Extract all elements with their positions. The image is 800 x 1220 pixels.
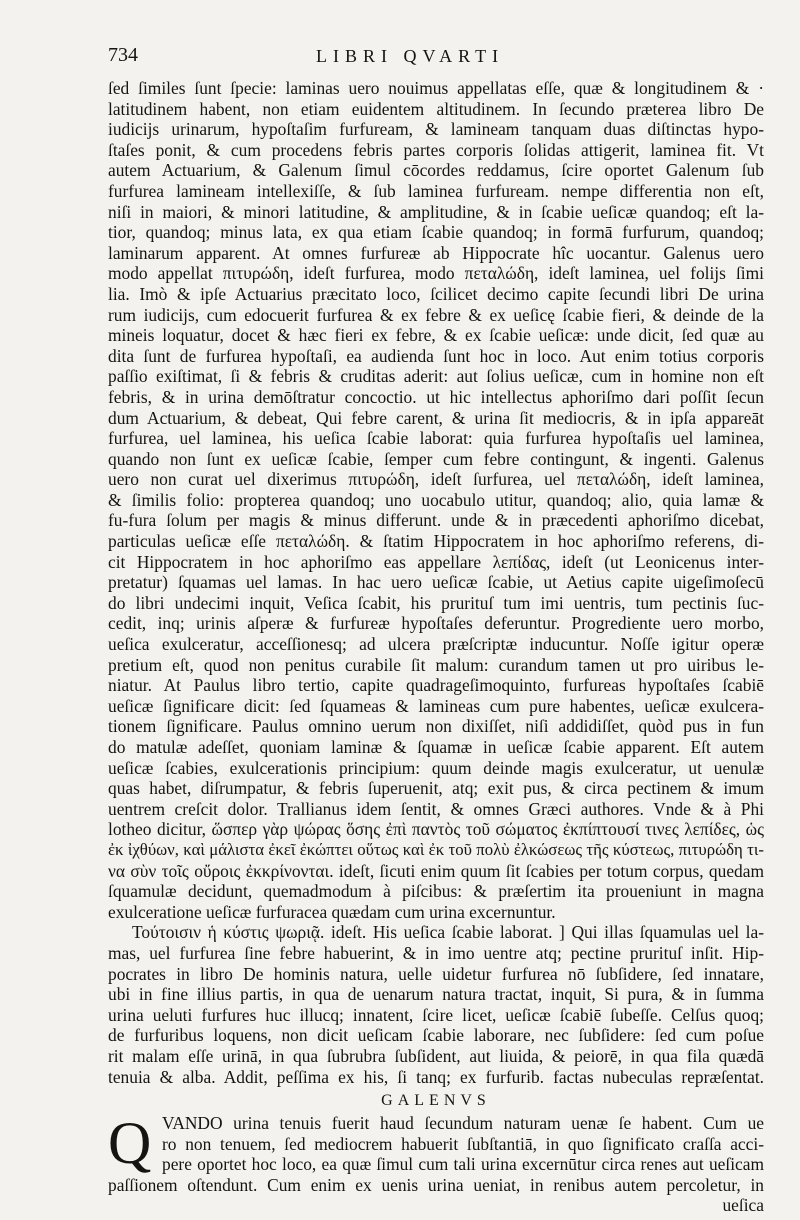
- lemma-paragraph: [108, 922, 764, 1087]
- text-line: modo appellat πιτυρώδη, ideſt furfurea, modo πεταλώδη, ideſt laminea, uel folijs ſimi: [108, 263, 764, 284]
- page-number: 734: [108, 44, 138, 66]
- text-line: particulas ueſicæ eſſe πεταλώδη. & ſtatim Hippocratem in hoc aphoriſmo referens, di-: [108, 531, 764, 552]
- text-line: pere oportet hoc loco, ea quæ ſimul cum tali urina excernūtur circa renes aut ueſicam: [162, 1154, 764, 1175]
- text-line: tionem ſignificare. Paulus omnino uerum non dixiſſet, niſi addidiſſet, quòd pus in fun: [108, 716, 764, 737]
- text-line: de furfuribus loquens, non dicit ueſicam ſcabie laborare, nec ſubſidere: ſed cum poſue: [108, 1025, 764, 1046]
- text-line: ueſicæ ſignificare dicit: ſed ſquameas & lamineas cum pure habentes, ueſicæ exulcera-: [108, 695, 764, 716]
- text-line: quando non ſunt ex ueſicæ ſcabie, ſemper cum febre contingunt, & ingenti. Galenus: [108, 448, 764, 469]
- text-line: ſquamulæ decidunt, quemadmodum à piſcibus: & præſertim ita proueniunt in magna: [108, 881, 764, 902]
- text-line: pretium eſt, quod non penitus curabile ſit malum: curandum tamen ut pro uiribus le-: [108, 654, 764, 675]
- text-line: pocrates in libro De hominis natura, uelle uidetur furfurea nō ſubſidere, ſed innatare,: [108, 963, 764, 984]
- text-line: dita ſunt de furfurea hypoſtaſi, ea audienda ſunt hoc in loco. Aut enim totius corporis: [108, 345, 764, 366]
- text-line: tior, quandoq; minus lata, ex qua etiam ſcabie quandoq; in formā furfurum, quandoq;: [108, 222, 764, 243]
- text-line: Τούτοισιν ἡ κύστις ψωριᾷ. ideſt. His ueſica ſcabie laborat. ] Qui illas ſquamulas uel la-: [132, 922, 764, 943]
- text-line: niſi in maiori, & minori latitudine, & amplitudine, & in ſcabie ueſicæ quandoq; eſt la-: [108, 201, 764, 222]
- running-head: LIBRI QVARTI: [316, 46, 505, 66]
- text-line: iudicijs urinarum, hypoſtaſim furfuream, & lamineam tanquam duas diſtinctas hypo-: [108, 119, 764, 140]
- text-line: exulceratione ueſicæ furfuracea quædam cum urina excernuntur.: [108, 901, 556, 922]
- text-line: να σὺν τοῖς οὔροις ἐκκρίνονται. ideſt, ſicuti enim quum ſit ſcabies per totum corpus, quedam: [108, 860, 764, 881]
- text-line: rum iudicijs, cum edocuerit furfurea & ex febre & ex ueſicę ſcabie fieri, & deinde de la: [108, 304, 764, 325]
- text-line: do libri undecimi inquit, Veſica ſcabit, his prurituſ tum imi uentris, tum pectinis ſuc-: [108, 592, 764, 613]
- text-line: paſſionem oſtendunt. Cum enim ex uenis urina ueniat, in renibus autem percoletur, in: [108, 1174, 764, 1195]
- text-line: rit malam eſſe urinā, in qua ſubrubra ſubſident, aut liuida, & peiorē, in qua fila quædā: [108, 1045, 764, 1066]
- text-line: urina ueluti furfures huc illucq; innatent, ſcire licet, ueſicæ ſcabiē ſubeſſe. Celſus quoq;: [108, 1004, 764, 1025]
- page-header: [108, 44, 764, 78]
- text-line: furfurea lamineam intellexiſſe, & ſub laminea furfuream. nempe differentia non eſt,: [108, 180, 764, 201]
- text-line: febris, & in urina demōſtratur concoctio. ut hic intellectus aphoriſmo dari poſſit ſecun: [108, 386, 764, 407]
- text-line: ueſica exulceratur, acceſſionesq; ad ulcera præſcriptæ inducuntur. Noſſe igitur operæ: [108, 634, 764, 655]
- catchword: ueſica: [722, 1195, 764, 1216]
- text-line: ubi in fine illius partis, in qua de uenarum natura tractat, inquit, Si pura, & in ſumma: [108, 984, 764, 1005]
- text-line: laminarum apparent. At omnes furfureæ ab Hippocrate hîc uocantur. Galenus uero: [108, 242, 764, 263]
- text-line: VANDO urina tenuis fuerit haud ſecundum naturam uenæ ſe habent. Cum ue: [162, 1113, 764, 1134]
- text-line: cit Hippocratem in hoc aphoriſmo eas appellare λεπίδας, ideſt (ut Leonicenus inter-: [108, 551, 764, 572]
- text-line: dum Actuarium, & debeat, Qui febre carent, & urina ſit mediocris, & in ipſa appareāt: [108, 407, 764, 428]
- text-line: mas, uel furfurea ſine febre habuerint, & in imo uentre atq; pectine prurituſ inſit. Hip-: [108, 942, 764, 963]
- text-line: autem Actuarium, & Galenum ſimul cōcordes reddamus, ſcire oportet Galenum ſub: [108, 160, 764, 181]
- text-line: niatur. At Paulus libro tertio, capite quadrageſimoquinto, furfureas hypoſtaſes ſcabiē: [108, 675, 764, 696]
- text-line: & ſimilis folio: propterea quandoq; uno uocabulo utitur, quandoq; alio, quia lamæ &: [108, 489, 764, 510]
- text-line: do matulæ adeſſet, quoniam laminæ & ſquamæ in ueſicæ ſcabie apparent. Eſt autem: [108, 737, 764, 757]
- text-line: ſed ſimiles ſunt ſpecie: laminas uero nouimus appellatas eſſe, quæ & longitudinem & ·: [108, 78, 764, 98]
- text-line: lia. Imò & ipſe Actuarius præcitato loco, ſcilicet decimo capite ſecundi libri De urina: [108, 283, 764, 304]
- text-line: mineis loquatur, docet & hæc fieri ex febre, & ex ſcabie ueſicæ: unde dicit, ſed quæ au: [108, 325, 764, 346]
- text-line: fu-fura ſolum per magis & minus differunt. unde & in præcedenti aphoriſmo dicebat,: [108, 510, 764, 531]
- text-line: pretatur) ſquamas uel lamas. In hac uero ueſicæ ſcabie, ut Aetius capite uigeſimoſecū: [108, 572, 764, 593]
- text-line: tenuia & alba. Addit, peſſima ex his, ſi tanq; ex furfurib. factas nubeculas repræſentat.: [108, 1066, 764, 1087]
- text-line: ueſicæ ſcabies, exulcerationis principium: quum deinde magis exulceratur, ut uenulæ: [108, 757, 764, 778]
- text-line: ſtaſes ponit, & cum procedens febris partes corporis ſolidas attigerit, laminea fit. Vt: [108, 139, 764, 160]
- text-line: uero non curat uel dixerimus πιτυρώδη, ideſt ſurfurea, uel πεταλώδη, ideſt laminea,: [108, 469, 764, 490]
- text-line: latitudinem habent, non etiam euidentem altitudinem. In ſecundo præterea libro De: [108, 98, 764, 119]
- text-line: quas habet, diſrumpatur, & febris ſuperuenit, atq; exit pus, & circa pectinem & imum: [108, 778, 764, 799]
- galen-paragraph: [108, 1110, 764, 1216]
- drop-cap-initial: Q: [108, 1110, 152, 1177]
- text-line: ro non tenuem, ſed mediocrem habuerit ſubſtantiā, in quo ſignificato craſſa acci-: [162, 1133, 764, 1154]
- section-heading: GALENVS: [381, 1092, 491, 1110]
- text-line: ἐκ ἰχθύων, καὶ μάλιστα ἐκεῖ ἐκώπτει οὕτως καὶ ἐκ τοῦ πολὺ ἐλκώσεως τῆς κύστεως, πιτυρώδη τι-: [108, 839, 764, 859]
- text-line: furfurea, uel laminea, his ueſica ſcabie laborat: quia furfurea hypoſtaſis uel laminea,: [108, 428, 764, 449]
- text-line: cedit, inq; urinis aſperæ & furfureæ hypoſtaſes deferuntur. Progrediente uero morbo,: [108, 613, 764, 634]
- text-line: paſſio exiſtimat, ſi & febris & cruditas aderit: aut ſolius ueſicæ, cum in homine non eſt: [108, 366, 764, 387]
- text-line: uentrem creſcit dolor. Trallianus idem ſentit, & omnes Græci authores. Vnde & à Phi: [108, 798, 764, 819]
- commentary-paragraph: [108, 78, 764, 922]
- text-line: lotheo dicitur, ὥσπερ γὰρ ψώρας ὅσης ἐπὶ παντὸς τοῦ σώματος ἐκπίπτουσί τινες λεπίδες, ὡς: [108, 819, 764, 840]
